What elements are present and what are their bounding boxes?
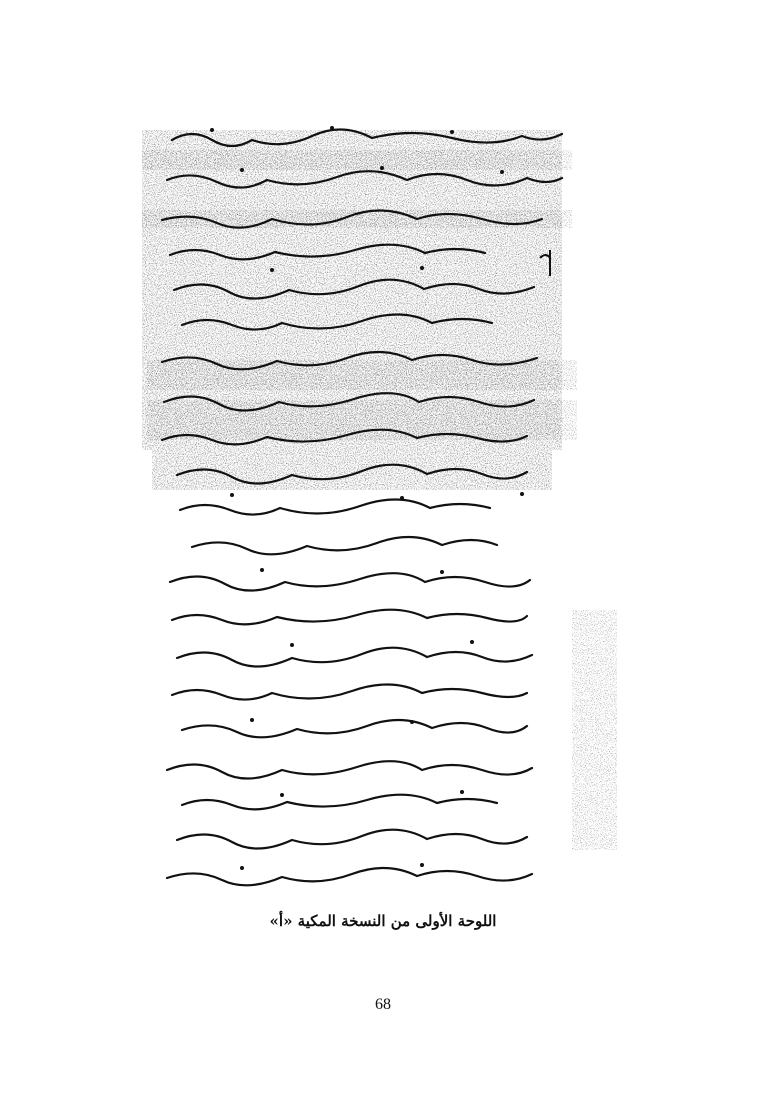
plate-caption: اللوحة الأولى من النسخة المكية «أ»	[269, 912, 497, 930]
manuscript-scan-drawing	[122, 110, 622, 900]
manuscript-image	[122, 110, 622, 900]
page-number: 68	[375, 996, 391, 1013]
